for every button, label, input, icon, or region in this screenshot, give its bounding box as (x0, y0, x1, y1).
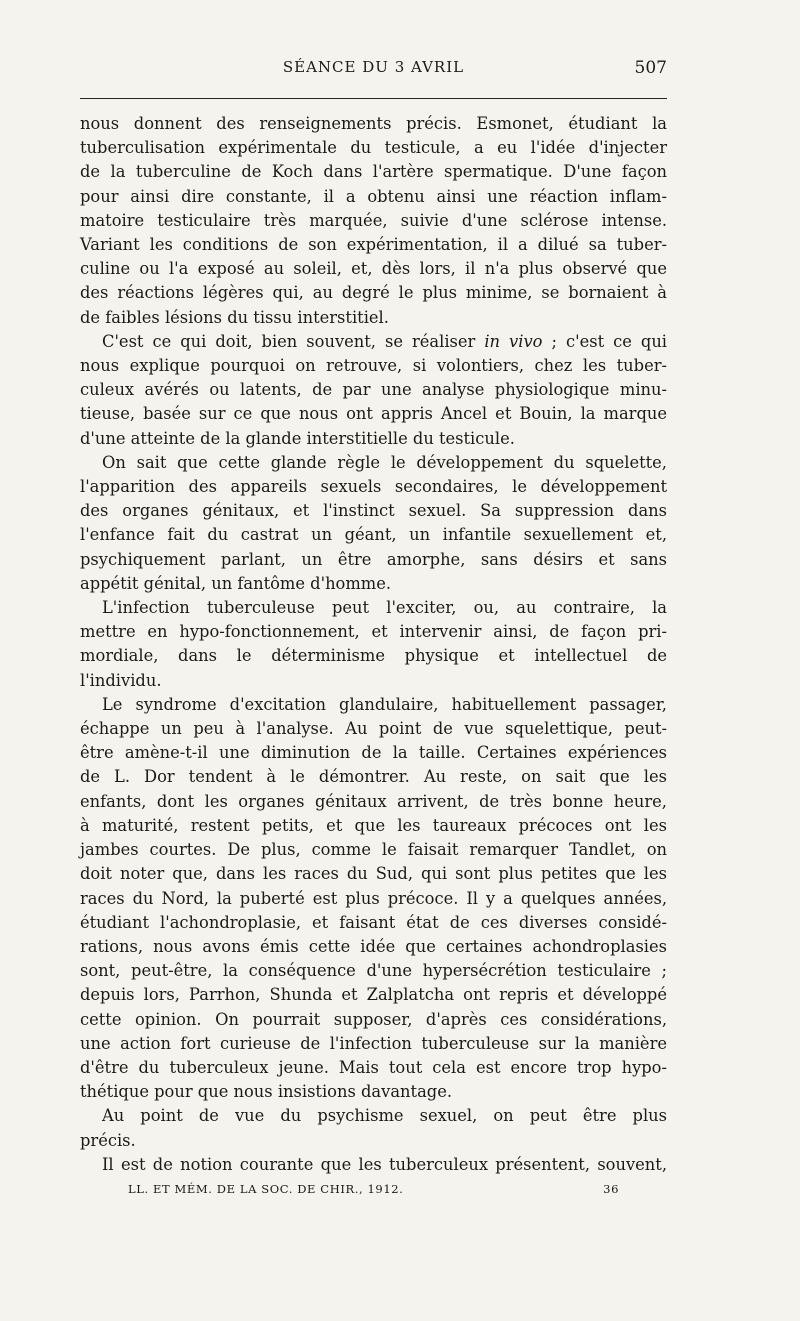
text-line: à maturité, restent petits, et que les taureaux précoces ont les (80, 815, 667, 835)
text-line: Le syndrome d'excitation glandulaire, habituellement passager, (102, 694, 667, 714)
text-line: l'apparition des appareils sexuels secondaires, le développement (80, 477, 667, 497)
footer (80, 1182, 667, 1202)
text-line: Au point de vue du psychisme sexuel, on peut être plus (102, 1106, 667, 1126)
text-line: On sait que cette glande règle le développement du squelette, (102, 452, 667, 472)
text-line: de L. Dor tendent à le démontrer. Au reste, on sait que les (80, 767, 667, 787)
text-line: nous donnent des renseignements précis. Esmonet, étudiant la (80, 114, 667, 133)
text-line: de la tuberculine de Koch dans l'artère spermatique. D'une façon (80, 162, 667, 182)
text-line: sont, peut-être, la conséquence d'une hypersécrétion testiculaire ; (80, 961, 667, 981)
text-line: l'individu. (80, 670, 162, 690)
text-line: depuis lors, Parrhon, Shunda et Zalplatcha ont repris et développé (80, 985, 667, 1005)
running-header (80, 58, 667, 84)
header-title: SÉANCE DU 3 AVRIL (282, 58, 465, 76)
text-line: psychiquement parlant, un être amorphe, sans désirs et sans (80, 549, 667, 569)
text-line: tuberculisation expérimentale du testicule, a eu l'idée d'injecter (80, 138, 667, 158)
text-line: appétit génital, un fantôme d'homme. (80, 573, 392, 593)
page-number: 507 (634, 58, 667, 78)
text-line: mettre en hypo-fonctionnement, et intervenir ainsi, de façon pri- (80, 622, 667, 642)
text-line: d'une atteinte de la glande interstitielle du testicule. (80, 428, 515, 448)
text-line: cette opinion. On pourrait supposer, d'après ces considérations, (80, 1009, 667, 1029)
text-line: culeux avérés ou latents, de par une analyse physiologique minu- (80, 380, 667, 400)
text-line: une action fort curieuse de l'infection tuberculeuse sur la manière (80, 1033, 667, 1053)
text-line: culine ou l'a exposé au soleil, et, dès lors, il n'a plus observé que (80, 259, 667, 279)
text-line: précis. (80, 1130, 136, 1150)
text-line: étudiant l'achondroplasie, et faisant état de ces diverses considé- (80, 912, 667, 932)
text-line: doit noter que, dans les races du Sud, qui sont plus petites que les (80, 864, 667, 884)
text-line: l'enfance fait du castrat un géant, un infantile sexuellement et, (80, 525, 667, 545)
text-line: jambes courtes. De plus, comme le faisait remarquer Tandlet, on (80, 840, 667, 860)
footer-citation: LL. ET MÉM. DE LA SOC. DE CHIR., 1912. (128, 1182, 404, 1196)
text-line: d'être du tuberculeux jeune. Mais tout cela est encore trop hypo- (80, 1057, 667, 1077)
text-line: Variant les conditions de son expérimentation, il a dilué sa tuber- (80, 235, 667, 255)
text-line: nous explique pourquoi on retrouve, si volontiers, chez les tuber- (80, 356, 667, 376)
text-line: Il est de notion courante que les tuberculeux présentent, souvent, (102, 1154, 667, 1174)
text-line: L'infection tuberculeuse peut l'exciter, ou, au contraire, la (102, 598, 667, 618)
text-line: de faibles lésions du tissu interstitiel. (80, 307, 389, 327)
text-line: échappe un peu à l'analyse. Au point de vue squelettique, peut- (80, 719, 667, 739)
header-rule (80, 98, 667, 99)
text-line: des organes génitaux, et l'instinct sexuel. Sa suppression dans (80, 501, 667, 521)
text-line: tieuse, basée sur ce que nous ont appris Ancel et Bouin, la marque (80, 404, 667, 424)
text-line: rations, nous avons émis cette idée que certaines achondroplasies (80, 936, 667, 956)
text-line: mordiale, dans le déterminisme physique et intellectuel de (80, 646, 667, 666)
text-line: matoire testiculaire très marquée, suivie d'une sclérose intense. (80, 210, 667, 230)
body-text (80, 112, 667, 1177)
text-line: thétique pour que nous insistions davantage. (80, 1082, 453, 1102)
text-line: enfants, dont les organes génitaux arrivent, de très bonne heure, (80, 791, 667, 811)
footer-signature: 36 (603, 1182, 619, 1196)
text-line: des réactions légères qui, au degré le plus minime, se bornaient à (80, 283, 667, 303)
text-line: C'est ce qui doit, bien souvent, se réaliser in vivo ; c'est ce qui (102, 331, 668, 351)
text-line: pour ainsi dire constante, il a obtenu ainsi une réaction inflam- (80, 186, 667, 206)
text-line: races du Nord, la puberté est plus précoce. Il y a quelques années, (80, 888, 667, 908)
text-line: être amène-t-il une diminution de la taille. Certaines expériences (80, 743, 667, 763)
